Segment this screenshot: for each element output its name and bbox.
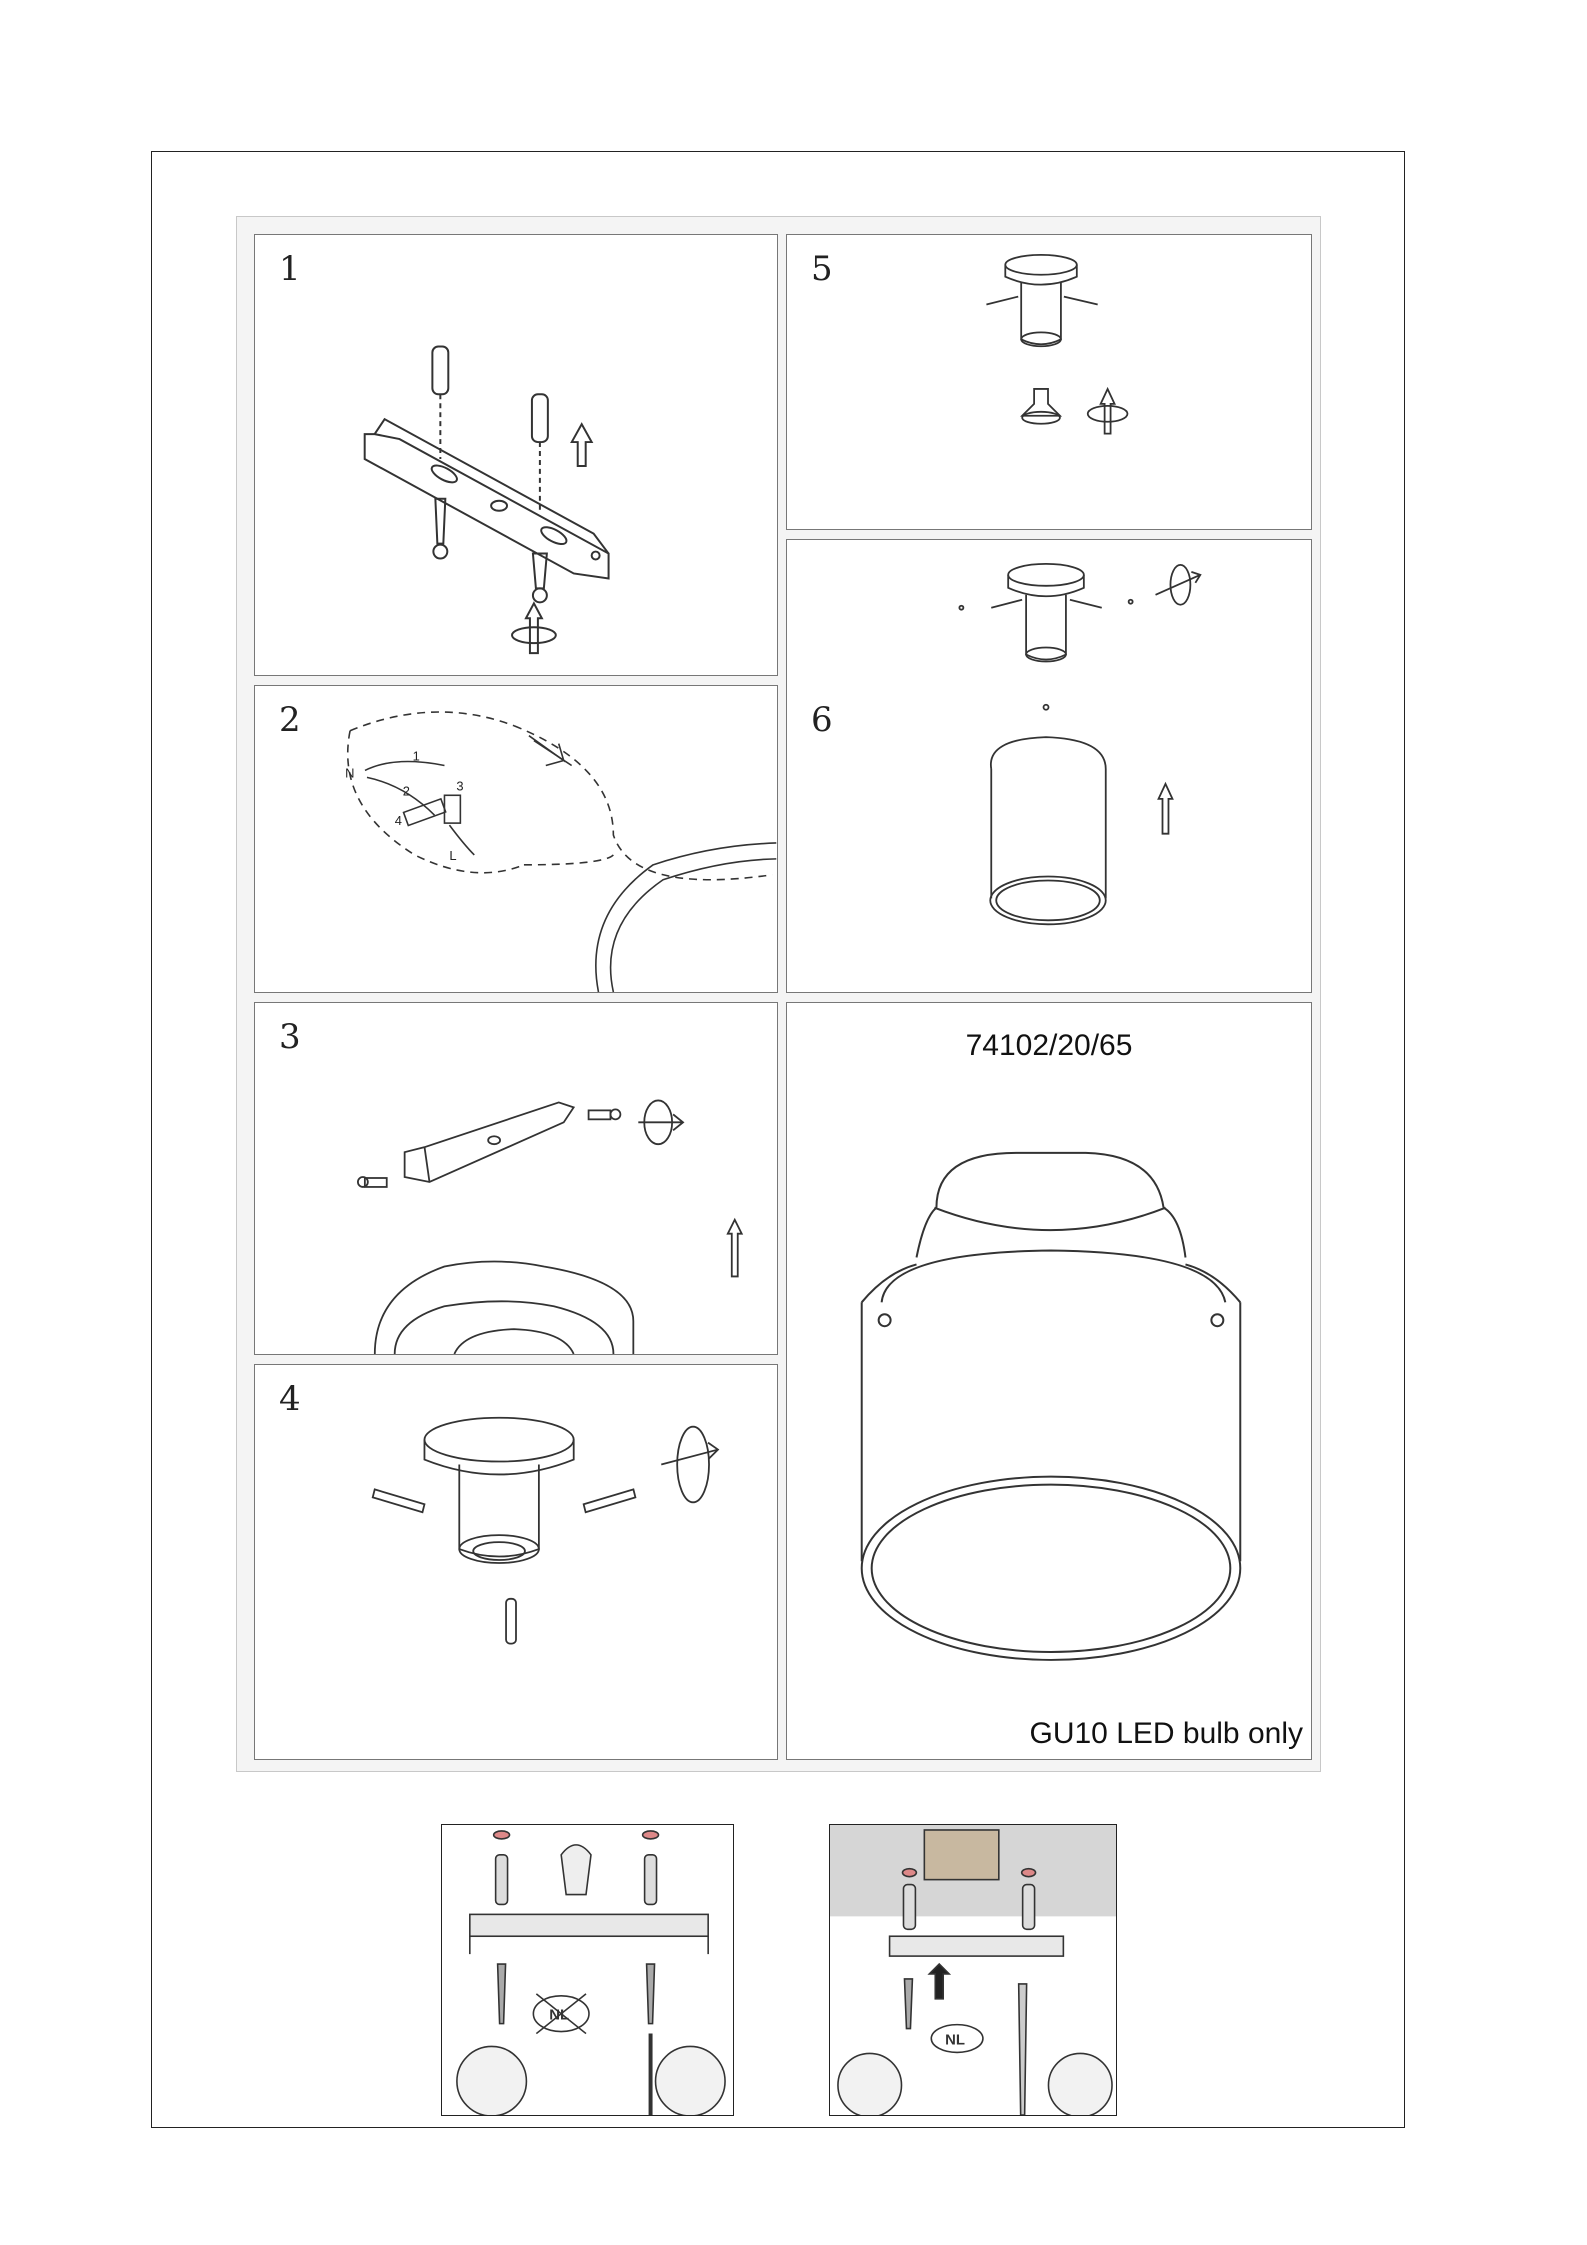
step-number: 2 (279, 700, 301, 740)
wire-label-live: L (449, 847, 457, 863)
ceiling-mounting-inset (829, 1824, 1117, 2116)
callout-4: 4 (394, 813, 402, 829)
instruction-grid (236, 216, 1321, 1772)
step-number: 1 (279, 249, 301, 289)
step-panel-4 (254, 1364, 778, 1760)
wiring-connection-illustration (255, 686, 777, 992)
step-panel-3 (254, 1002, 778, 1355)
wire-label-neutral: N (345, 765, 355, 781)
step-number: 5 (811, 249, 833, 289)
bulb-note: GU10 LED bulb only (1029, 1717, 1303, 1750)
callout-1: 1 (412, 748, 420, 764)
step-number: 4 (279, 1379, 301, 1419)
bracket-mounting-illustration (255, 235, 777, 675)
step-panel-1 (254, 234, 778, 676)
step-number: 6 (811, 700, 833, 740)
callout-3: 3 (456, 778, 464, 794)
product-panel (786, 1002, 1312, 1760)
model-number: 74102/20/65 (965, 1029, 1133, 1062)
step-panel-2 (254, 685, 778, 993)
wall-mounting-diagram (442, 1825, 733, 2115)
callout-2: 2 (402, 783, 410, 799)
bulb-install-illustration (787, 235, 1311, 529)
bracket-attach-illustration (255, 1003, 777, 1354)
ceiling-mounting-diagram (830, 1825, 1116, 2115)
nl-mark: NL (549, 2007, 570, 2024)
step-number: 3 (279, 1017, 301, 1057)
shade-install-illustration (787, 540, 1311, 992)
wall-mounting-inset (441, 1824, 734, 2116)
nl-mark: NL (945, 2032, 966, 2049)
step-panel-6 (786, 539, 1312, 993)
product-illustration (787, 1003, 1311, 1759)
spotlight-mounting-illustration (255, 1365, 777, 1759)
step-panel-5 (786, 234, 1312, 530)
